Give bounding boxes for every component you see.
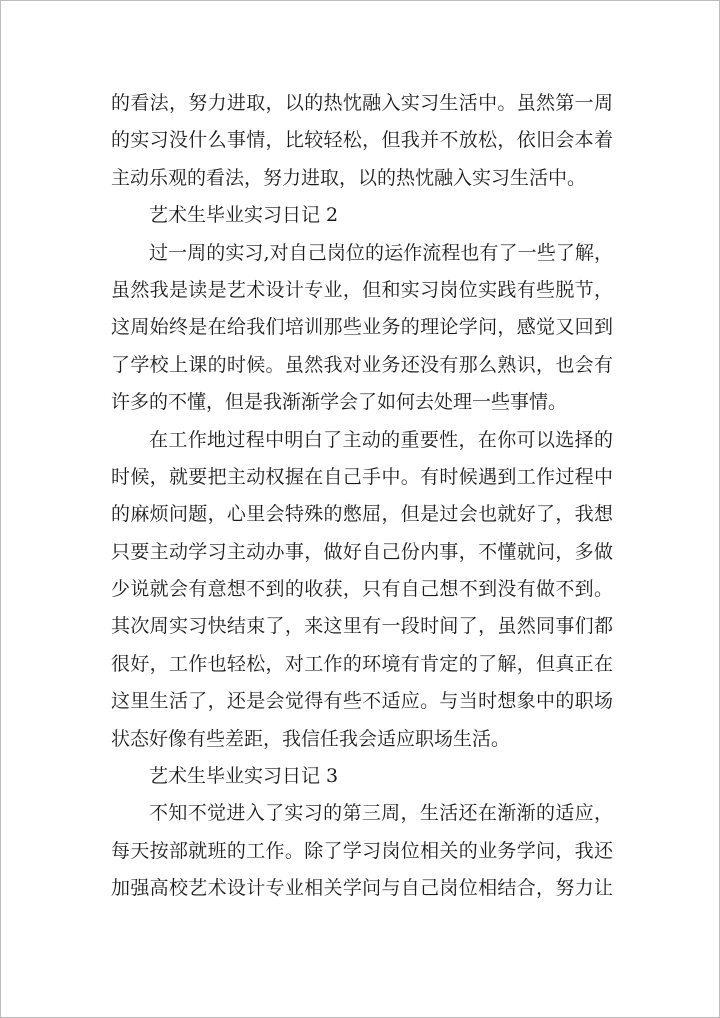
text-line: 许多的不懂，但是我渐渐学会了如何去处理一些事情。: [111, 391, 568, 414]
text-line: 在工作地过程中明白了主动的重要性，在你可以选择的: [149, 428, 613, 451]
document-body: [111, 85, 613, 908]
text-line: 过一周的实习,对自己岗位的运作流程也有了一些了解，: [149, 241, 613, 264]
section-heading: [111, 758, 613, 795]
heading-text: 艺术生毕业实习日记 2: [149, 204, 339, 227]
section-heading: [111, 197, 613, 234]
text-line: 了学校上课的时候。虽然我对业务还没有那么熟识，也会有: [111, 353, 613, 376]
text-line: 其次周实习快结束了，来这里有一段时间了，虽然同事们都: [111, 615, 613, 638]
text-line: 的麻烦问题，心里会特殊的憋屈，但是过会也就好了，我想: [111, 503, 613, 526]
text-line: 虽然我是读是艺术设计专业，但和实习岗位实践有些脱节，: [111, 278, 613, 301]
paragraph: [111, 85, 613, 197]
text-line: 只要主动学习主动办事，做好自己份内事，不懂就问，多做: [111, 540, 613, 563]
text-line: 加强高校艺术设计专业相关学问与自己岗位相结合，努力让: [111, 877, 613, 900]
heading-text: 艺术生毕业实习日记 3: [149, 765, 339, 788]
text-line: 这周始终是在给我们培训那些业务的理论学问，感觉又回到: [111, 316, 613, 339]
text-line: 的看法，努力进取，以的热忱融入实习生活中。虽然第一周: [111, 92, 613, 114]
text-line: 不知不觉进入了实习的第三周，生活还在渐渐的适应，: [149, 802, 613, 825]
text-line: 时候，就要把主动权握在自己手中。有时候遇到工作过程中: [111, 465, 613, 488]
paragraph: [111, 235, 613, 422]
text-line: 的实习没什么事情，比较轻松，但我并不放松，依旧会本着: [111, 129, 613, 152]
text-line: 很好，工作也轻松，对工作的环境有肯定的了解，但真正在: [111, 652, 613, 675]
text-line: 这里生活了，还是会觉得有些不适应。与当时想象中的职场: [111, 690, 613, 713]
text-line: 状态好像有些差距，我信任我会适应职场生活。: [111, 727, 511, 750]
paragraph: [111, 795, 613, 907]
text-line: 少说就会有意想不到的收获，只有自己想不到没有做不到。: [111, 578, 613, 601]
paragraph: [111, 422, 613, 759]
text-line: 每天按部就班的工作。除了学习岗位相关的业务学问，我还: [111, 839, 613, 862]
text-line: 主动乐观的看法，努力进取，以的热忱融入实习生活中。: [111, 166, 587, 189]
